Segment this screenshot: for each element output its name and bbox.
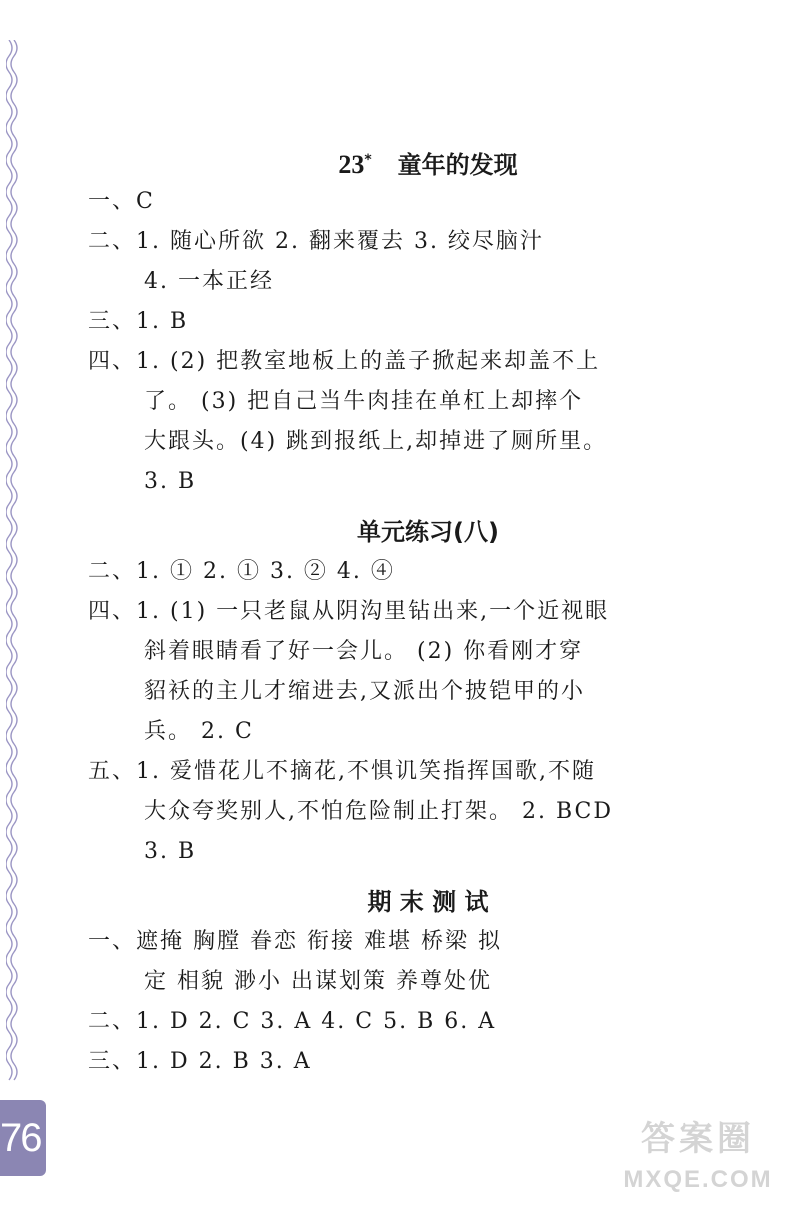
answer-line: 了。 (3) 把自己当牛肉挂在单杠上却摔个 <box>144 389 584 414</box>
answer-line: 四、1. (2) 把教室地板上的盖子掀起来却盖不上 <box>88 349 601 374</box>
answer-line: 三、1. B <box>88 309 189 334</box>
title-text: 童年的发现 <box>397 151 518 179</box>
answer-line: 兵。 2. C <box>144 719 254 744</box>
watermark-line2: MXQE.COM <box>623 1166 773 1193</box>
decorative-border <box>0 0 22 1217</box>
answer-line: 二、1. ① 2. ① 3. ② 4. ④ <box>88 559 395 584</box>
answer-line: 大众夸奖别人,不怕危险制止打架。 2. BCD <box>144 799 614 824</box>
section-title-tongnian <box>78 140 778 180</box>
watermark-logo <box>608 1115 788 1205</box>
answer-line: 大跟头。(4) 跳到报纸上,却掉进了厕所里。 <box>144 429 608 454</box>
answer-line: 3. B <box>144 469 197 494</box>
answer-line: 三、1. D 2. B 3. A <box>88 1049 312 1074</box>
wave-border-icon <box>6 40 18 1090</box>
answer-line: 二、1. 随心所欲 2. 翻来覆去 3. 绞尽脑汁 <box>88 229 544 254</box>
section-title-final-test: 期 末 测 试 <box>367 888 489 916</box>
answer-line: 四、1. (1) 一只老鼠从阴沟里钻出来,一个近视眼 <box>88 599 610 624</box>
answer-line: 4. 一本正经 <box>144 269 274 294</box>
answer-content <box>88 140 778 1082</box>
answer-line: 定 相貌 渺小 出谋划策 养尊处优 <box>144 969 492 994</box>
answer-line: 二、1. D 2. C 3. A 4. C 5. B 6. A <box>88 1009 497 1034</box>
section-title-unit-practice: 单元练习(八) <box>357 518 499 546</box>
watermark-line1: 答案圈 <box>641 1120 755 1158</box>
answer-line: 一、遮掩 胸膛 眷恋 衔接 难堪 桥梁 拟 <box>88 929 502 954</box>
answer-line: 3. B <box>144 839 197 864</box>
page-number: 76 <box>0 1100 46 1176</box>
answer-line: 斜着眼睛看了好一会儿。 (2) 你看刚才穿 <box>144 639 584 664</box>
answer-line: 貂袄的主儿才缩进去,又派出个披铠甲的小 <box>144 679 585 704</box>
answer-line: 一、C <box>88 189 155 214</box>
title-number: 23 <box>338 150 365 179</box>
answer-line: 五、1. 爱惜花儿不摘花,不惧讥笑指挥国歌,不随 <box>88 759 596 784</box>
title-mark: * <box>364 152 372 168</box>
